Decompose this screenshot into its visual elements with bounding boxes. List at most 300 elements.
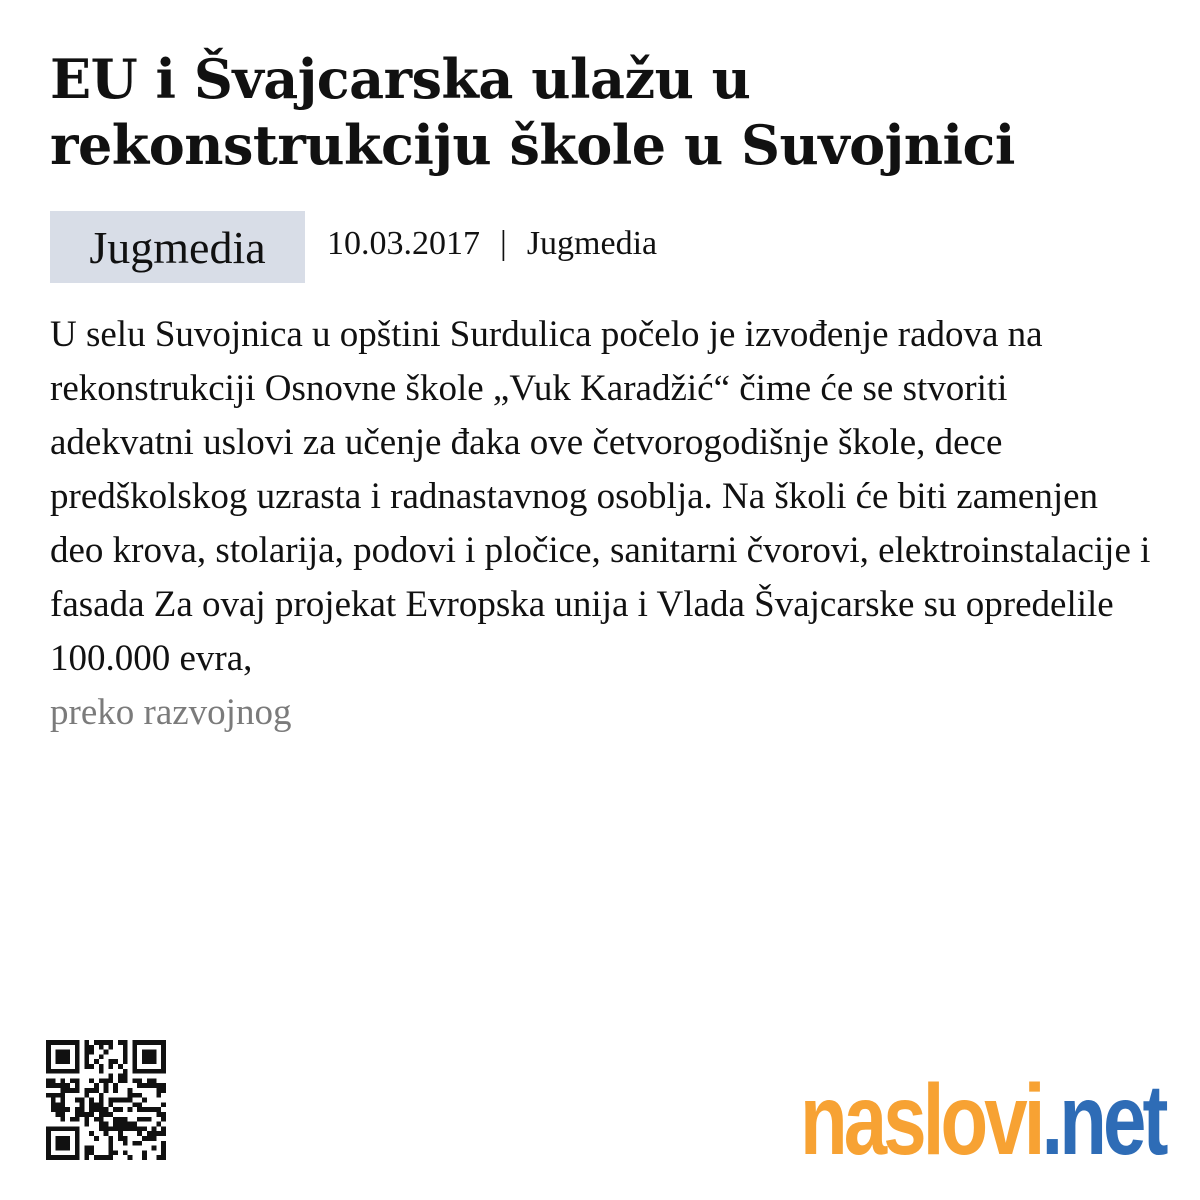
qr-module [104,1122,109,1127]
qr-module [56,1112,61,1117]
qr-module [46,1126,51,1131]
qr-module [156,1107,161,1112]
qr-module [56,1146,61,1151]
qr-module [152,1107,157,1112]
qr-module [142,1155,147,1160]
qr-module [113,1059,118,1064]
qr-module [60,1126,65,1131]
qr-module [65,1088,70,1093]
qr-module [99,1045,104,1050]
qr-module [84,1040,89,1045]
qr-module [65,1059,70,1064]
qr-module [56,1050,61,1055]
qr-module [137,1078,142,1083]
qr-module [161,1141,166,1146]
qr-module [75,1069,80,1074]
qr-module [46,1078,51,1083]
qr-module [128,1122,133,1127]
qr-module [142,1069,147,1074]
qr-module [84,1122,89,1127]
qr-module [161,1131,166,1136]
qr-module [132,1122,137,1127]
qr-module [137,1093,142,1098]
qr-module [65,1141,70,1146]
qr-module [161,1045,166,1050]
qr-module [137,1107,142,1112]
qr-module [118,1074,123,1079]
qr-module [113,1083,118,1088]
qr-module [84,1059,89,1064]
qr-module [108,1141,113,1146]
qr-module [137,1040,142,1045]
qr-module [123,1098,128,1103]
qr-module [70,1040,75,1045]
qr-module [142,1040,147,1045]
qr-module [99,1117,104,1122]
qr-module [123,1069,128,1074]
qr-module [147,1059,152,1064]
qr-module [65,1136,70,1141]
qr-module [65,1107,70,1112]
qr-module [65,1146,70,1151]
qr-module [142,1150,147,1155]
qr-module [94,1088,99,1093]
qr-module [84,1155,89,1160]
qr-module [113,1126,118,1131]
article-body-text: U selu Suvojnica u opštini Surdulica počelo je izvođenje radova na rekonstrukciji Osnovne škole „Vuk Karadžić“ čime će se stvoriti adekvatni uslovi za učenje đaka ove četvorogodišnje škole, dece predškolskog uzrasta i radnastavnog osoblja. Na školi će biti zamenjen deo krova, stolarija, podovi i pločice, sanitarni čvorovi, elektroinstalacije i fasada Za ovaj projekat Evropska unija i Vlada Švajcarske su opredelile 100.000 evra, [50,314,1151,679]
qr-module [113,1150,118,1155]
qr-module [60,1040,65,1045]
meta-line [327,225,657,263]
qr-module [75,1054,80,1059]
qr-module [60,1102,65,1107]
qr-module [94,1059,99,1064]
qr-module [99,1078,104,1083]
qr-module [75,1040,80,1045]
qr-module [56,1093,61,1098]
qr-module [156,1088,161,1093]
qr-module [65,1050,70,1055]
qr-module [46,1040,51,1045]
qr-module [137,1083,142,1088]
qr-module [104,1131,109,1136]
qr-module [60,1088,65,1093]
qr-module [137,1069,142,1074]
qr-module [147,1131,152,1136]
qr-module [132,1126,137,1131]
qr-module [161,1150,166,1155]
qr-module [147,1054,152,1059]
qr-module [104,1107,109,1112]
qr-module [118,1098,123,1103]
qr-module [137,1141,142,1146]
qr-module [156,1112,161,1117]
qr-module [104,1078,109,1083]
qr-module [123,1045,128,1050]
qr-module [84,1150,89,1155]
qr-module [60,1059,65,1064]
qr-module [51,1093,56,1098]
qr-module [161,1054,166,1059]
qr-module [65,1069,70,1074]
qr-module [123,1122,128,1127]
qr-module [118,1126,123,1131]
qr-module [75,1050,80,1055]
qr-module [51,1069,56,1074]
qr-module [94,1102,99,1107]
qr-module [46,1136,51,1141]
qr-module [108,1045,113,1050]
qr-module [132,1040,137,1045]
qr-module [161,1155,166,1160]
qr-module [104,1155,109,1160]
qr-module [99,1093,104,1098]
qr-module [161,1112,166,1117]
qr-module [123,1074,128,1079]
qr-module [89,1112,94,1117]
qr-module [108,1146,113,1151]
qr-module [147,1078,152,1083]
qr-module [128,1126,133,1131]
qr-module [60,1146,65,1151]
qr-module [89,1150,94,1155]
qr-module [75,1107,80,1112]
qr-module [132,1069,137,1074]
qr-module [75,1112,80,1117]
qr-module [108,1155,113,1160]
qr-module [108,1078,113,1083]
qr-module [56,1083,61,1088]
qr-module [70,1069,75,1074]
qr-module [152,1126,157,1131]
qr-module [84,1117,89,1122]
qr-module [99,1112,104,1117]
qr-module [89,1050,94,1055]
qr-module [108,1136,113,1141]
qr-module [132,1054,137,1059]
qr-module [123,1078,128,1083]
qr-module [161,1083,166,1088]
qr-module [70,1088,75,1093]
qr-module [152,1131,157,1136]
qr-module [132,1102,137,1107]
qr-module [75,1098,80,1103]
qr-module [46,1131,51,1136]
qr-module [147,1136,152,1141]
qr-module [56,1069,61,1074]
qr-module [60,1069,65,1074]
qr-module [118,1107,123,1112]
qr-module [142,1083,147,1088]
qr-module [142,1059,147,1064]
qr-module [65,1054,70,1059]
qr-module [94,1155,99,1160]
qr-module [46,1155,51,1160]
qr-module [84,1093,89,1098]
qr-module [108,1112,113,1117]
qr-module [108,1040,113,1045]
qr-module [60,1112,65,1117]
qr-module [118,1040,123,1045]
naslovi-logo[interactable] [800,1064,1165,1176]
qr-module [147,1050,152,1055]
qr-module [56,1126,61,1131]
qr-module [60,1093,65,1098]
qr-module [132,1141,137,1146]
qr-module [60,1078,65,1083]
qr-module [152,1083,157,1088]
qr-module [46,1150,51,1155]
qr-module [147,1117,152,1122]
article-title: EU i Švajcarska ulažu u rekonstrukciju škole u Suvojnici [50,47,1015,177]
qr-module [75,1146,80,1151]
qr-module [84,1064,89,1069]
qr-module [46,1054,51,1059]
qr-module [128,1107,133,1112]
qr-module [156,1069,161,1074]
qr-module [75,1141,80,1146]
qr-module [104,1040,109,1045]
qr-module [75,1078,80,1083]
qr-module [147,1083,152,1088]
qr-module [94,1083,99,1088]
qr-module [152,1136,157,1141]
qr-module [51,1126,56,1131]
qr-module [118,1122,123,1127]
qr-module [75,1059,80,1064]
qr-module [123,1126,128,1131]
qr-module [60,1155,65,1160]
qr-module [161,1146,166,1151]
qr-module [60,1136,65,1141]
qr-module [108,1126,113,1131]
qr-module [60,1083,65,1088]
qr-module [75,1064,80,1069]
qr-module [123,1059,128,1064]
qr-module [123,1141,128,1146]
qr-module [161,1117,166,1122]
qr-module [152,1050,157,1055]
qr-module [142,1126,147,1131]
qr-module [156,1083,161,1088]
qr-module [84,1088,89,1093]
source-badge[interactable]: Jugmedia [50,211,305,283]
qr-module [56,1155,61,1160]
qr-module [161,1050,166,1055]
qr-module [56,1107,61,1112]
qr-module [113,1088,118,1093]
qr-module [137,1131,142,1136]
qr-module [89,1064,94,1069]
qr-module [113,1098,118,1103]
qr-module [161,1126,166,1131]
qr-module [137,1126,142,1131]
qr-module [65,1155,70,1160]
qr-module [161,1088,166,1093]
qr-module [152,1040,157,1045]
qr-module [46,1083,51,1088]
qr-module [99,1054,104,1059]
qr-module [75,1117,80,1122]
qr-module [89,1107,94,1112]
qr-module [51,1040,56,1045]
qr-module [118,1131,123,1136]
qr-module [51,1083,56,1088]
qr-module [104,1088,109,1093]
qr-module [65,1083,70,1088]
qr-module [94,1107,99,1112]
qr-module [60,1098,65,1103]
qr-module [51,1107,56,1112]
qr-module [99,1107,104,1112]
qr-module [104,1126,109,1131]
qr-module [70,1078,75,1083]
qr-module [70,1126,75,1131]
qr-module [89,1078,94,1083]
qr-module [104,1112,109,1117]
meta-separator: | [500,225,507,262]
qr-module [132,1078,137,1083]
qr-module [137,1117,142,1122]
qr-module [89,1131,94,1136]
qr-module [147,1107,152,1112]
qr-module [84,1054,89,1059]
qr-module [65,1040,70,1045]
qr-module [156,1131,161,1136]
qr-module [56,1054,61,1059]
qr-module [89,1045,94,1050]
logo-part-naslovi: naslovi [800,1064,1042,1176]
qr-module [46,1045,51,1050]
qr-module [99,1102,104,1107]
qr-module [99,1155,104,1160]
qr-module [123,1050,128,1055]
qr-module [99,1126,104,1131]
article-source[interactable]: Jugmedia [526,225,658,262]
qr-module [80,1098,85,1103]
qr-module [156,1122,161,1127]
qr-module [108,1150,113,1155]
qr-module [113,1122,118,1127]
qr-module [84,1045,89,1050]
qr-module [84,1112,89,1117]
article-body [50,308,1160,740]
qr-module [99,1098,104,1103]
article-meta [50,211,657,283]
qr-module [99,1040,104,1045]
article-date: 10.03.2017 [327,225,480,262]
qr-module [152,1078,157,1083]
qr-module [51,1098,56,1103]
qr-module [156,1040,161,1045]
qr-module [142,1054,147,1059]
qr-module [108,1102,113,1107]
qr-module [60,1107,65,1112]
qr-module [80,1112,85,1117]
qr-module [56,1102,61,1107]
qr-module [46,1146,51,1151]
qr-module [142,1098,147,1103]
qr-module [80,1107,85,1112]
qr-module [99,1122,104,1127]
qr-module [132,1045,137,1050]
qr-module [142,1136,147,1141]
qr-module [104,1083,109,1088]
qr-module [94,1040,99,1045]
qr-module [128,1155,133,1160]
qr-module [132,1059,137,1064]
qr-module [156,1093,161,1098]
qr-module [46,1050,51,1055]
qr-module [75,1155,80,1160]
qr-module [147,1040,152,1045]
qr-module [142,1107,147,1112]
qr-module [80,1102,85,1107]
qr-module [123,1040,128,1045]
qr-module [99,1069,104,1074]
qr-module [113,1117,118,1122]
qr-module [94,1117,99,1122]
qr-module [56,1059,61,1064]
qr-module [128,1088,133,1093]
qr-module [108,1064,113,1069]
qr-module [123,1136,128,1141]
qr-module [60,1141,65,1146]
qr-module [118,1064,123,1069]
qr-module [89,1102,94,1107]
qr-module [89,1146,94,1151]
qr-module [108,1059,113,1064]
qr-code-icon [46,1038,166,1162]
article-body-faded: preko razvojnog [50,692,292,733]
qr-module [132,1093,137,1098]
qr-module [132,1064,137,1069]
qr-module [118,1136,123,1141]
qr-module [152,1069,157,1074]
qr-module [60,1050,65,1055]
qr-module [75,1088,80,1093]
qr-module [75,1083,80,1088]
qr-module [123,1150,128,1155]
qr-module [51,1102,56,1107]
qr-module [51,1155,56,1160]
qr-module [123,1117,128,1122]
qr-module [161,1059,166,1064]
qr-module [161,1102,166,1107]
qr-module [128,1093,133,1098]
qr-module [56,1040,61,1045]
qr-module [142,1050,147,1055]
qr-module [161,1040,166,1045]
qr-module [152,1059,157,1064]
qr-module [51,1078,56,1083]
qr-module [89,1098,94,1103]
qr-module [89,1088,94,1093]
qr-module [132,1050,137,1055]
qr-module [60,1117,65,1122]
qr-module [70,1155,75,1160]
qr-module [46,1069,51,1074]
qr-module [108,1074,113,1079]
qr-module [123,1054,128,1059]
qr-module [104,1050,109,1055]
qr-module [75,1045,80,1050]
qr-module [56,1136,61,1141]
qr-module [152,1146,157,1151]
qr-module [75,1150,80,1155]
qr-module [113,1107,118,1112]
qr-module [99,1064,104,1069]
